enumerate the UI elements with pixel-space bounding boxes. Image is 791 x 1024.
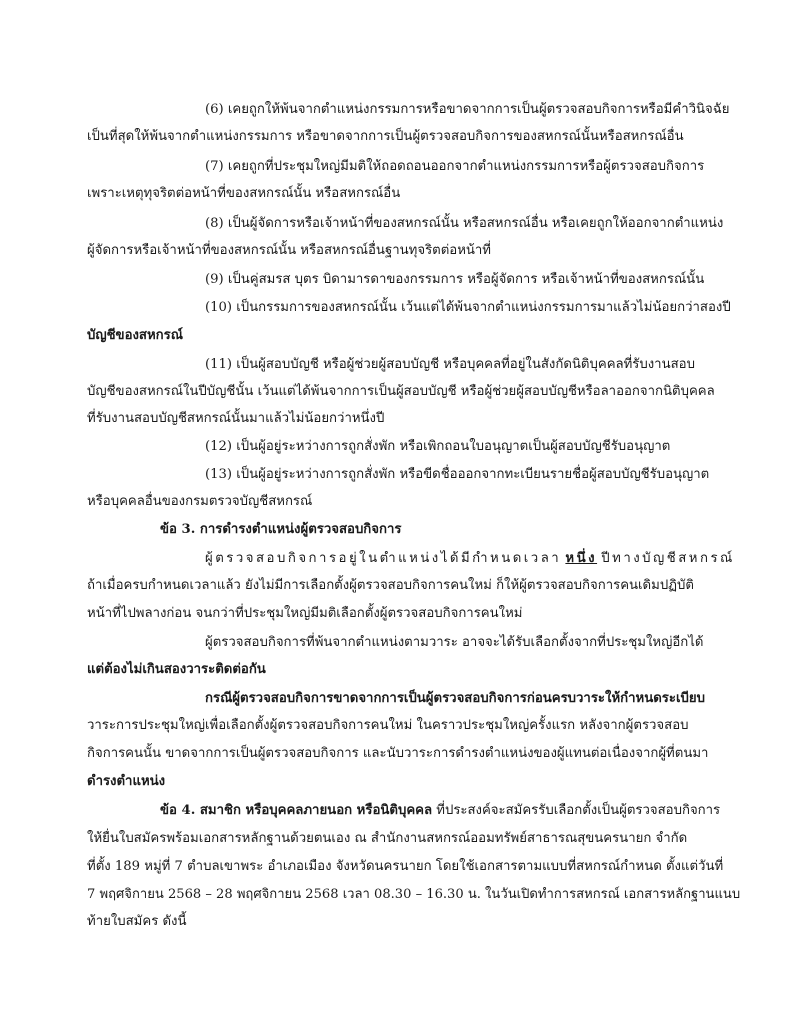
item-13-line-2: หรือบุคคลอื่นของกรมตรวจบัญชีสหกรณ์: [87, 494, 313, 509]
section-3-para-3-line-4: ดำรงตำแหน่ง: [87, 774, 166, 789]
item-6-line-2: เป็นที่สุดให้พ้นจากตำแหน่งกรรมการ หรือขาดจากการเป็นผู้ตรวจสอบกิจการของสหกรณ์นั้นหรือสหกรณ์อื่น: [87, 129, 684, 144]
item-10-line-1: (10) เป็นกรรมการของสหกรณ์นั้น เว้นแต่ได้พ้นจากตำแหน่งกรรมการมาแล้วไม่น้อยกว่าสองปี: [205, 300, 731, 315]
section-4-line-1: [160, 802, 720, 820]
section-3-heading: ข้อ 3. การดำรงตำแหน่งผู้ตรวจสอบกิจการ: [160, 522, 402, 537]
section-3-para-1-line-3: หน้าที่ไปพลางก่อน จนกว่าที่ประชุมใหญ่มีมติเลือกตั้งผู้ตรวจสอบกิจการคนใหม่: [87, 606, 523, 621]
section-3-para-3-line-2: วาระการประชุมใหญ่เพื่อเลือกตั้งผู้ตรวจสอบกิจการคนใหม่ ในคราวประชุมใหญ่ครั้งแรก หลังจากผู้ตรวจสอบ: [87, 718, 689, 733]
section-4-line-1-rest: ที่ประสงค์จะสมัครรับเลือกตั้งเป็นผู้ตรวจสอบกิจการ: [436, 803, 721, 818]
item-7-line-2: เพราะเหตุทุจริตต่อหน้าที่ของสหกรณ์นั้น หรือสหกรณ์อื่น: [87, 186, 401, 201]
item-11-line-2: บัญชีของสหกรณ์ในปีบัญชีนั้น เว้นแต่ได้พ้นจากการเป็นผู้สอบบัญชี หรือผู้ช่วยผู้สอบบัญชีหรือลาออกจากนิติบุคคล: [87, 384, 715, 399]
section-3-para-1-line-1: [205, 550, 735, 568]
item-13-line-1: (13) เป็นผู้อยู่ระหว่างการถูกสั่งพัก หรือขีดชื่อออกจากทะเบียนรายชื่อผู้สอบบัญชีรับอนุญาต: [205, 467, 710, 482]
section-4-line-2: ให้ยื่นใบสมัครพร้อมเอกสารหลักฐานด้วยตนเอง ณ สำนักงานสหกรณ์ออมทรัพย์สาธารณสุขนครนายก จำกัด: [87, 831, 688, 846]
item-11-line-3: ที่รับงานสอบบัญชีสหกรณ์นั้นมาแล้วไม่น้อยกว่าหนึ่งปี: [87, 411, 385, 426]
item-7-line-1: (7) เคยถูกที่ประชุมใหญ่มีมติให้ถอดถอนออกจากตำแหน่งกรรมการหรือผู้ตรวจสอบกิจการ: [205, 159, 705, 174]
item-9-line-1: (9) เป็นคู่สมรส บุตร บิดามารดาของกรรมการ หรือผู้จัดการ หรือเจ้าหน้าที่ของสหกรณ์นั้น: [205, 272, 705, 287]
item-8-line-1: (8) เป็นผู้จัดการหรือเจ้าหน้าที่ของสหกรณ์นั้น หรือสหกรณ์อื่น หรือเคยถูกให้ออกจากตำแหน่ง: [205, 216, 724, 231]
term-text-pre: ผู้ตรวจสอบกิจการอยู่ในตำแหน่งได้มีกำหนดเวลา: [205, 551, 562, 566]
term-length-emphasis: หนึ่ง: [565, 551, 598, 566]
section-4-line-4: 7 พฤศจิกายน 2568 – 28 พฤศจิกายน 2568 เวลา 08.30 – 16.30 น. ในวันเปิดทำการสหกรณ์ เอกสารหลักฐานแนบ: [87, 887, 741, 902]
term-text-post: ปีทางบัญชีสหกรณ์: [601, 551, 735, 566]
item-6-line-1: (6) เคยถูกให้พ้นจากตำแหน่งกรรมการหรือขาดจากการเป็นผู้ตรวจสอบกิจการหรือมีคำวินิจฉัย: [205, 102, 730, 117]
item-11-line-1: (11) เป็นผู้สอบบัญชี หรือผู้ช่วยผู้สอบบัญชี หรือบุคคลที่อยู่ในสังกัดนิติบุคคลที่รับงานสอบ: [205, 357, 695, 372]
section-3-para-1-line-2: ถ้าเมื่อครบกำหนดเวลาแล้ว ยังไม่มีการเลือกตั้งผู้ตรวจสอบกิจการคนใหม่ ก็ให้ผู้ตรวจสอบกิจการคนเดิมปฏิบัติ: [87, 578, 694, 593]
section-3-para-2-line-2: แต่ต้องไม่เกินสองวาระติดต่อกัน: [87, 662, 266, 677]
section-3-para-3-line-1: กรณีผู้ตรวจสอบกิจการขาดจากการเป็นผู้ตรวจสอบกิจการก่อนครบวาระให้กำหนดระเบียบ: [205, 691, 705, 706]
section-4-line-3: ที่ตั้ง 189 หมู่ที่ 7 ตำบลเขาพระ อำเภอเมือง จังหวัดนครนายก โดยใช้เอกสารตามแบบที่สหกรณ์กำหนด ตั้งแต่วันที่: [87, 859, 724, 874]
section-3-para-2-line-1: ผู้ตรวจสอบกิจการที่พ้นจากตำแหน่งตามวาระ อาจจะได้รับเลือกตั้งจากที่ประชุมใหญ่อีกได้: [205, 635, 704, 650]
item-12-line-1: (12) เป็นผู้อยู่ระหว่างการถูกสั่งพัก หรือเพิกถอนใบอนุญาตเป็นผู้สอบบัญชีรับอนุญาต: [205, 439, 671, 454]
section-3-para-3-line-3: กิจการคนนั้น ขาดจากการเป็นผู้ตรวจสอบกิจการ และนับวาระการดำรงตำแหน่งของผู้แทนต่อเนื่องจากผู้ที่ตนมา: [87, 746, 709, 761]
item-10-line-2: บัญชีของสหกรณ์: [87, 328, 183, 343]
section-4-heading: ข้อ 4. สมาชิก หรือบุคคลภายนอก หรือนิติบุคคล: [160, 803, 433, 818]
section-4-line-5: ท้ายใบสมัคร ดังนี้: [87, 914, 187, 929]
item-8-line-2: ผู้จัดการหรือเจ้าหน้าที่ของสหกรณ์นั้น หรือสหกรณ์อื่นฐานทุจริตต่อหน้าที่: [87, 243, 492, 258]
